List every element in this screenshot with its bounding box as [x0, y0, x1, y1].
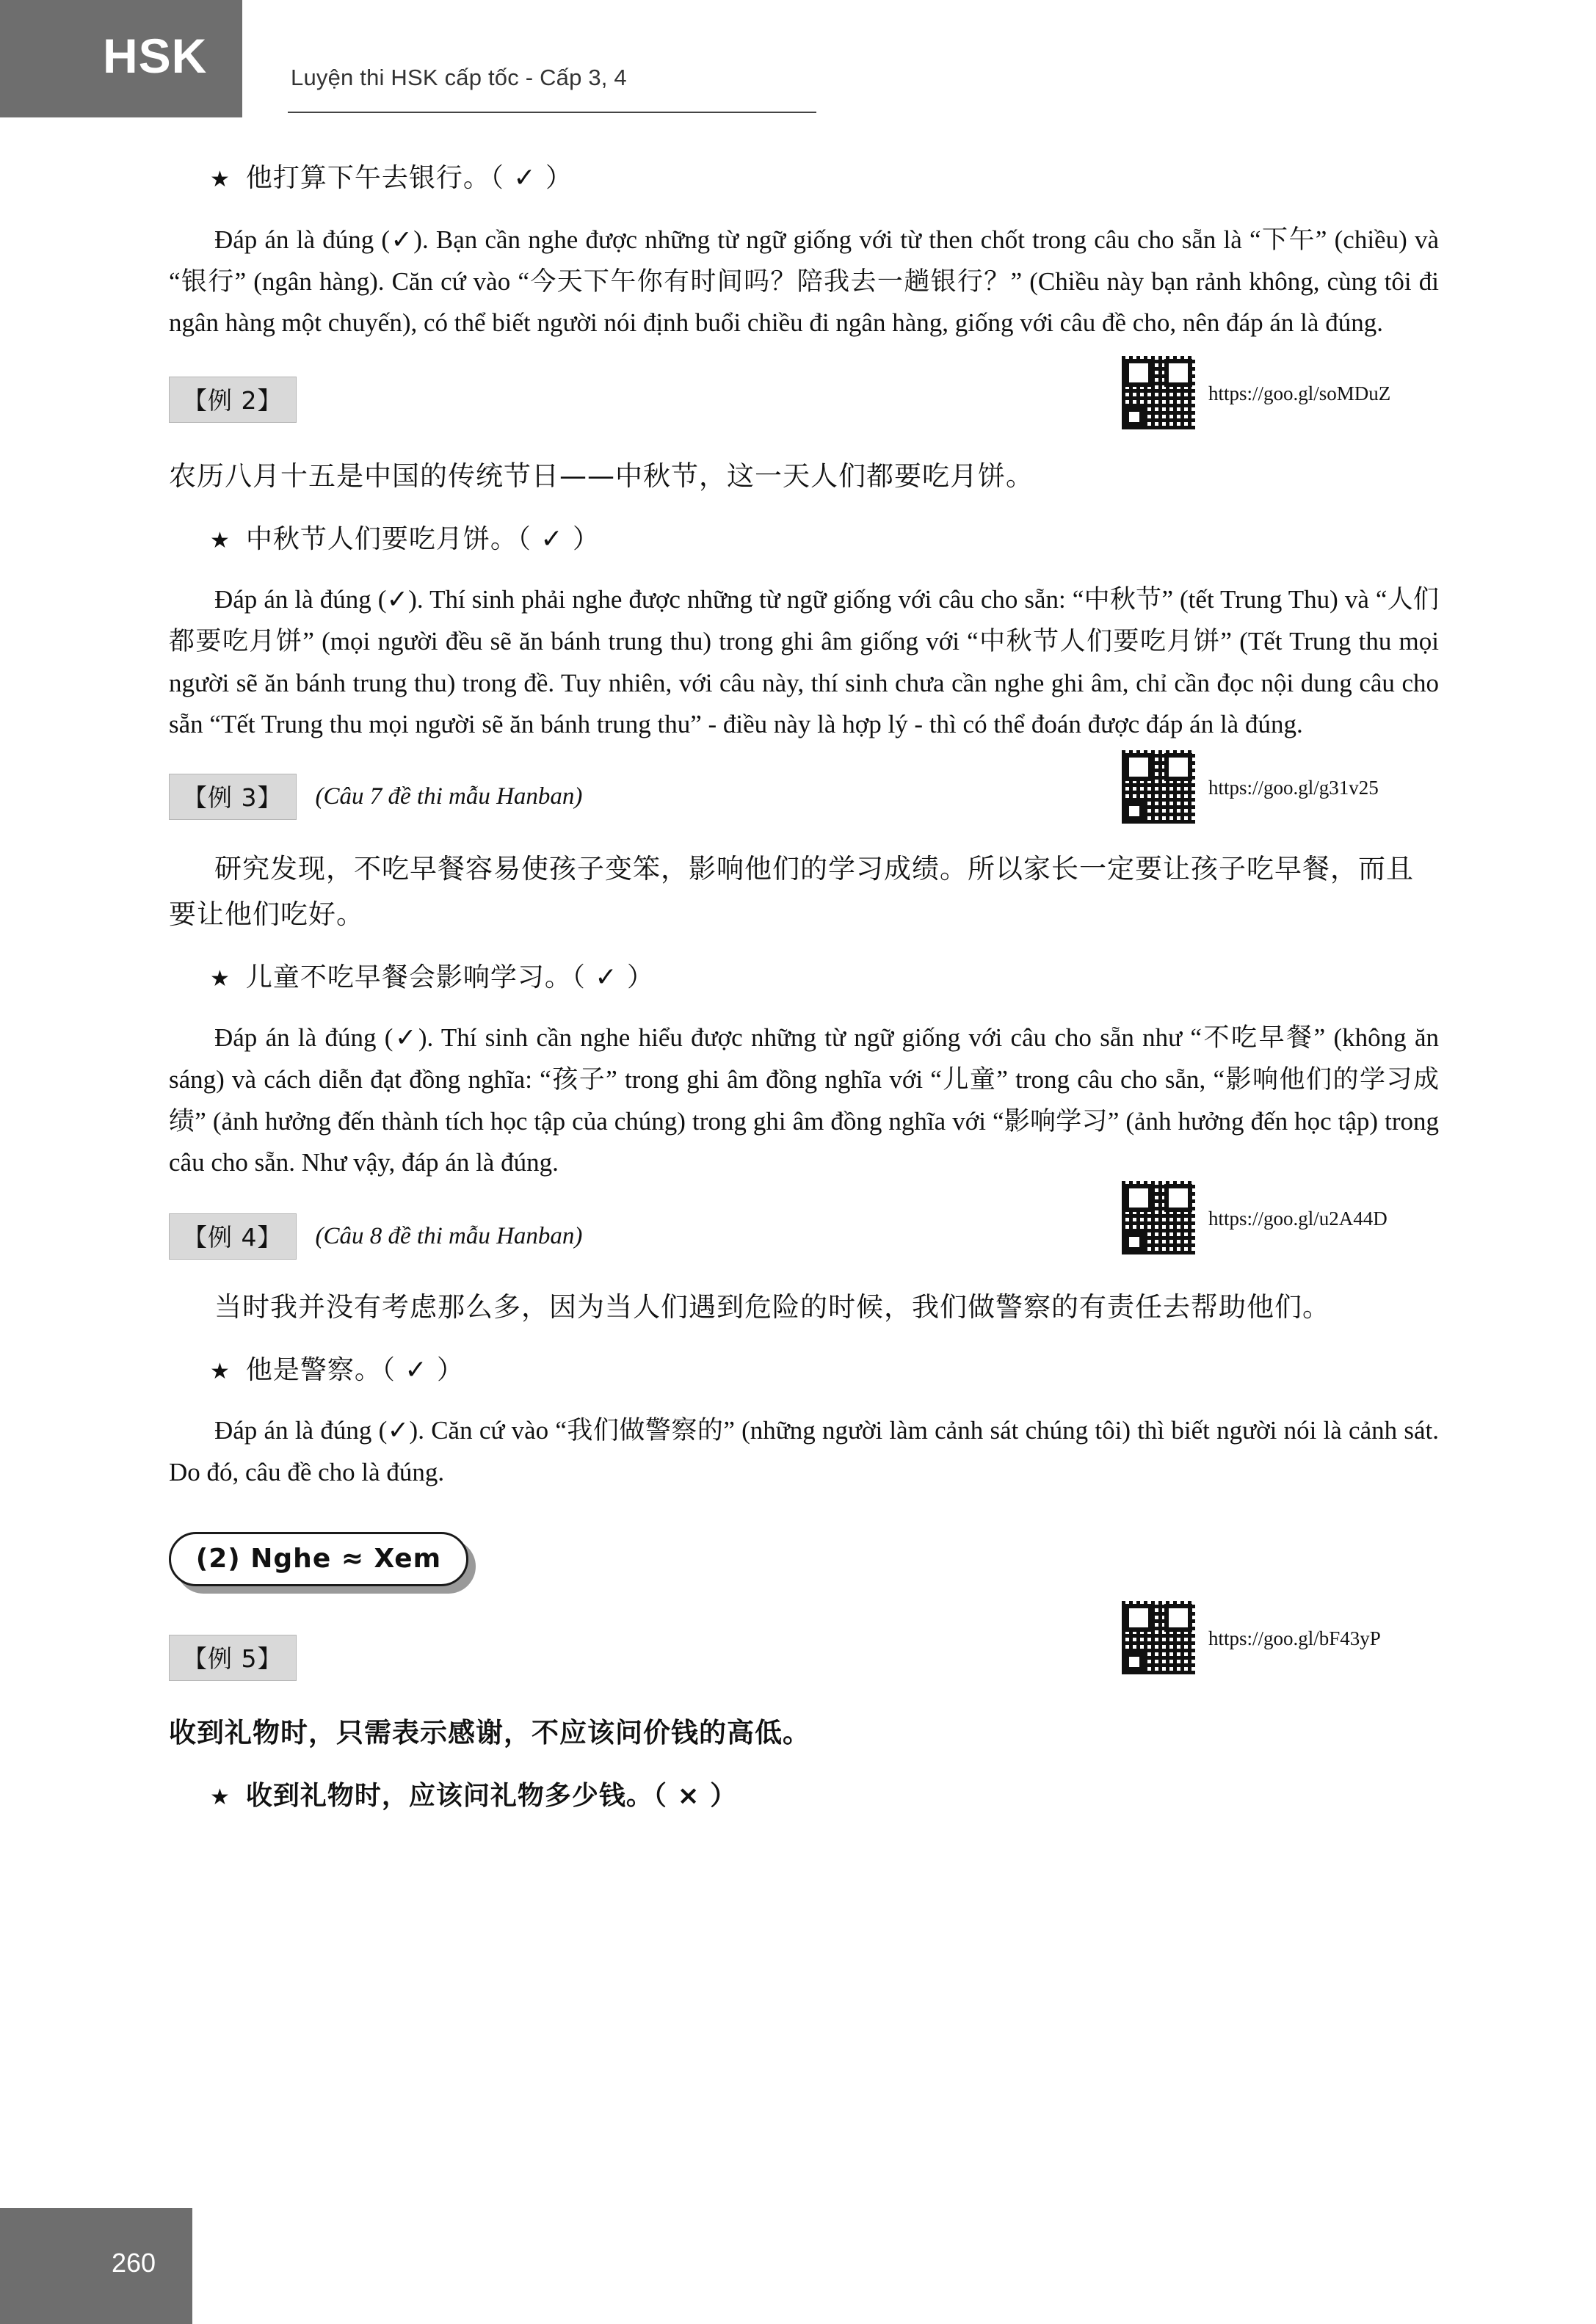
- section-pill-label: (2) Nghe ≈ Xem: [169, 1532, 468, 1586]
- ex4-statement-text: 他是警察。（ ✓ ）: [245, 1355, 464, 1386]
- ex4-explanation: Đáp án là đúng (✓). Căn cứ vào “我们做警察的” (những người làm cảnh sát chúng tôi) thì biết người nói là cảnh sát. Do đó, câu đề cho là đúng.: [169, 1416, 1439, 1486]
- qr-code-icon[interactable]: [1122, 1601, 1195, 1674]
- ex4-label: 【例 4】: [169, 1213, 297, 1260]
- star-icon: ★: [210, 1784, 230, 1810]
- ex5-label: 【例 5】: [169, 1635, 297, 1681]
- ex4-passage: 当时我并没有考虑那么多，因为当人们遇到危险的时候，我们做警察的有责任去帮助他们。: [214, 1291, 1330, 1323]
- qr-code-icon[interactable]: [1122, 750, 1195, 824]
- page-header: [0, 0, 1596, 131]
- ex4-qr-wrap: [1122, 1181, 1388, 1254]
- hsk-logo-text: HSK: [103, 29, 208, 83]
- book-title: Luyện thi HSK cấp tốc - Cấp 3, 4: [291, 65, 627, 90]
- ex3-label: 【例 3】: [169, 774, 297, 820]
- ex4-qr-link[interactable]: https://goo.gl/u2A44D: [1208, 1208, 1388, 1230]
- footer-block: [0, 2208, 192, 2324]
- star-icon: ★: [210, 966, 230, 992]
- ex2-passage: 农历八月十五是中国的传统节日——中秋节，这一天人们都要吃月饼。: [169, 460, 1034, 493]
- ex5-statement-text: 收到礼物时，应该问礼物多少钱。（ × ）: [245, 1780, 738, 1811]
- ex2-explanation: Đáp án là đúng (✓). Thí sinh phải nghe được những từ ngữ giống với câu cho sẵn: “中秋节” (tết Trung Thu) và “人们都要吃月饼” (mọi người đều sẽ ăn bánh trung thu) trong ghi âm giống với “中秋节人们要吃月饼” (Tết Trung thu mọi người sẽ ăn bánh trung thu) trong đề. Tuy nhiên, với câu này, thí sinh chưa cần nghe ghi âm, chỉ cần đọc nội dung câu cho sẵn “Tết Trung thu mọi người sẽ ăn bánh trung thu” - điều này là hợp lý - thì có thể đoán được đáp án là đúng.: [169, 585, 1439, 739]
- ex5-statement-row: [169, 1775, 1439, 1812]
- ex3-statement-text: 儿童不吃早餐会影响学习。（ ✓ ）: [245, 962, 654, 993]
- star-icon: ★: [210, 167, 230, 192]
- ex4-statement-row: [169, 1349, 1439, 1387]
- ex3-explanation: Đáp án là đúng (✓). Thí sinh cần nghe hiểu được những từ ngữ giống với câu cho sẵn như “不吃早餐” (không ăn sáng) và cách diễn đạt đồng nghĩa: “孩子” trong ghi âm đồng nghĩa với “儿童” trong câu cho sẵn, “影响他们的学习成绩” (ảnh hưởng đến thành tích học tập của chúng) trong ghi âm đồng nghĩa với “影响学习” (ảnh hưởng đến học tập) trong câu cho sẵn. Như vậy, đáp án là đúng.: [169, 1023, 1439, 1177]
- ex1-statement-row: [169, 157, 1439, 195]
- section-pill-wrap: [169, 1532, 485, 1599]
- ex2-qr-wrap: [1122, 356, 1391, 429]
- ex3-note: (Câu 7 đề thi mẫu Hanban): [315, 782, 583, 810]
- ex2-statement-text: 中秋节人们要吃月饼。（ ✓ ）: [245, 524, 600, 555]
- page-content: [169, 139, 1439, 1812]
- qr-code-icon[interactable]: [1122, 356, 1195, 429]
- ex4-note: (Câu 8 đề thi mẫu Hanban): [315, 1223, 583, 1250]
- page-number: 260: [112, 2248, 156, 2278]
- ex3-qr-wrap: [1122, 750, 1379, 824]
- ex5-passage: 收到礼物时，只需表示感谢，不应该问价钱的高低。: [169, 1716, 810, 1749]
- ex3-qr-link[interactable]: https://goo.gl/g31v25: [1208, 776, 1379, 799]
- ex2-label: 【例 2】: [169, 377, 297, 423]
- ex2-statement-row: [169, 518, 1439, 556]
- ex2-qr-link[interactable]: https://goo.gl/soMDuZ: [1208, 382, 1391, 405]
- qr-code-icon[interactable]: [1122, 1181, 1195, 1254]
- header-divider: [288, 112, 816, 113]
- ex3-statement-row: [169, 956, 1439, 994]
- ex5-qr-link[interactable]: https://goo.gl/bF43yP: [1208, 1627, 1381, 1649]
- ex1-explanation: Đáp án là đúng (✓). Bạn cần nghe được những từ ngữ giống với từ then chốt trong câu cho sẵn là “下午” (chiều) và “银行” (ngân hàng). Căn cứ vào “今天下午你有时间吗？陪我去一趟银行？” (Chiều này bạn rảnh không, cùng tôi đi ngân hàng một chuyến), có thể biết người nói định buổi chiều đi ngân hàng, giống với câu đề cho, nên đáp án là đúng.: [169, 225, 1439, 338]
- ex3-passage: 研究发现，不吃早餐容易使孩子变笨，影响他们的学习成绩。所以家长一定要让孩子吃早餐，而且要让他们吃好。: [169, 852, 1414, 931]
- star-icon: ★: [210, 528, 230, 554]
- star-icon: ★: [210, 1359, 230, 1385]
- ex5-qr-wrap: [1122, 1601, 1381, 1674]
- ex1-statement-text: 他打算下午去银行。（ ✓ ）: [245, 163, 573, 193]
